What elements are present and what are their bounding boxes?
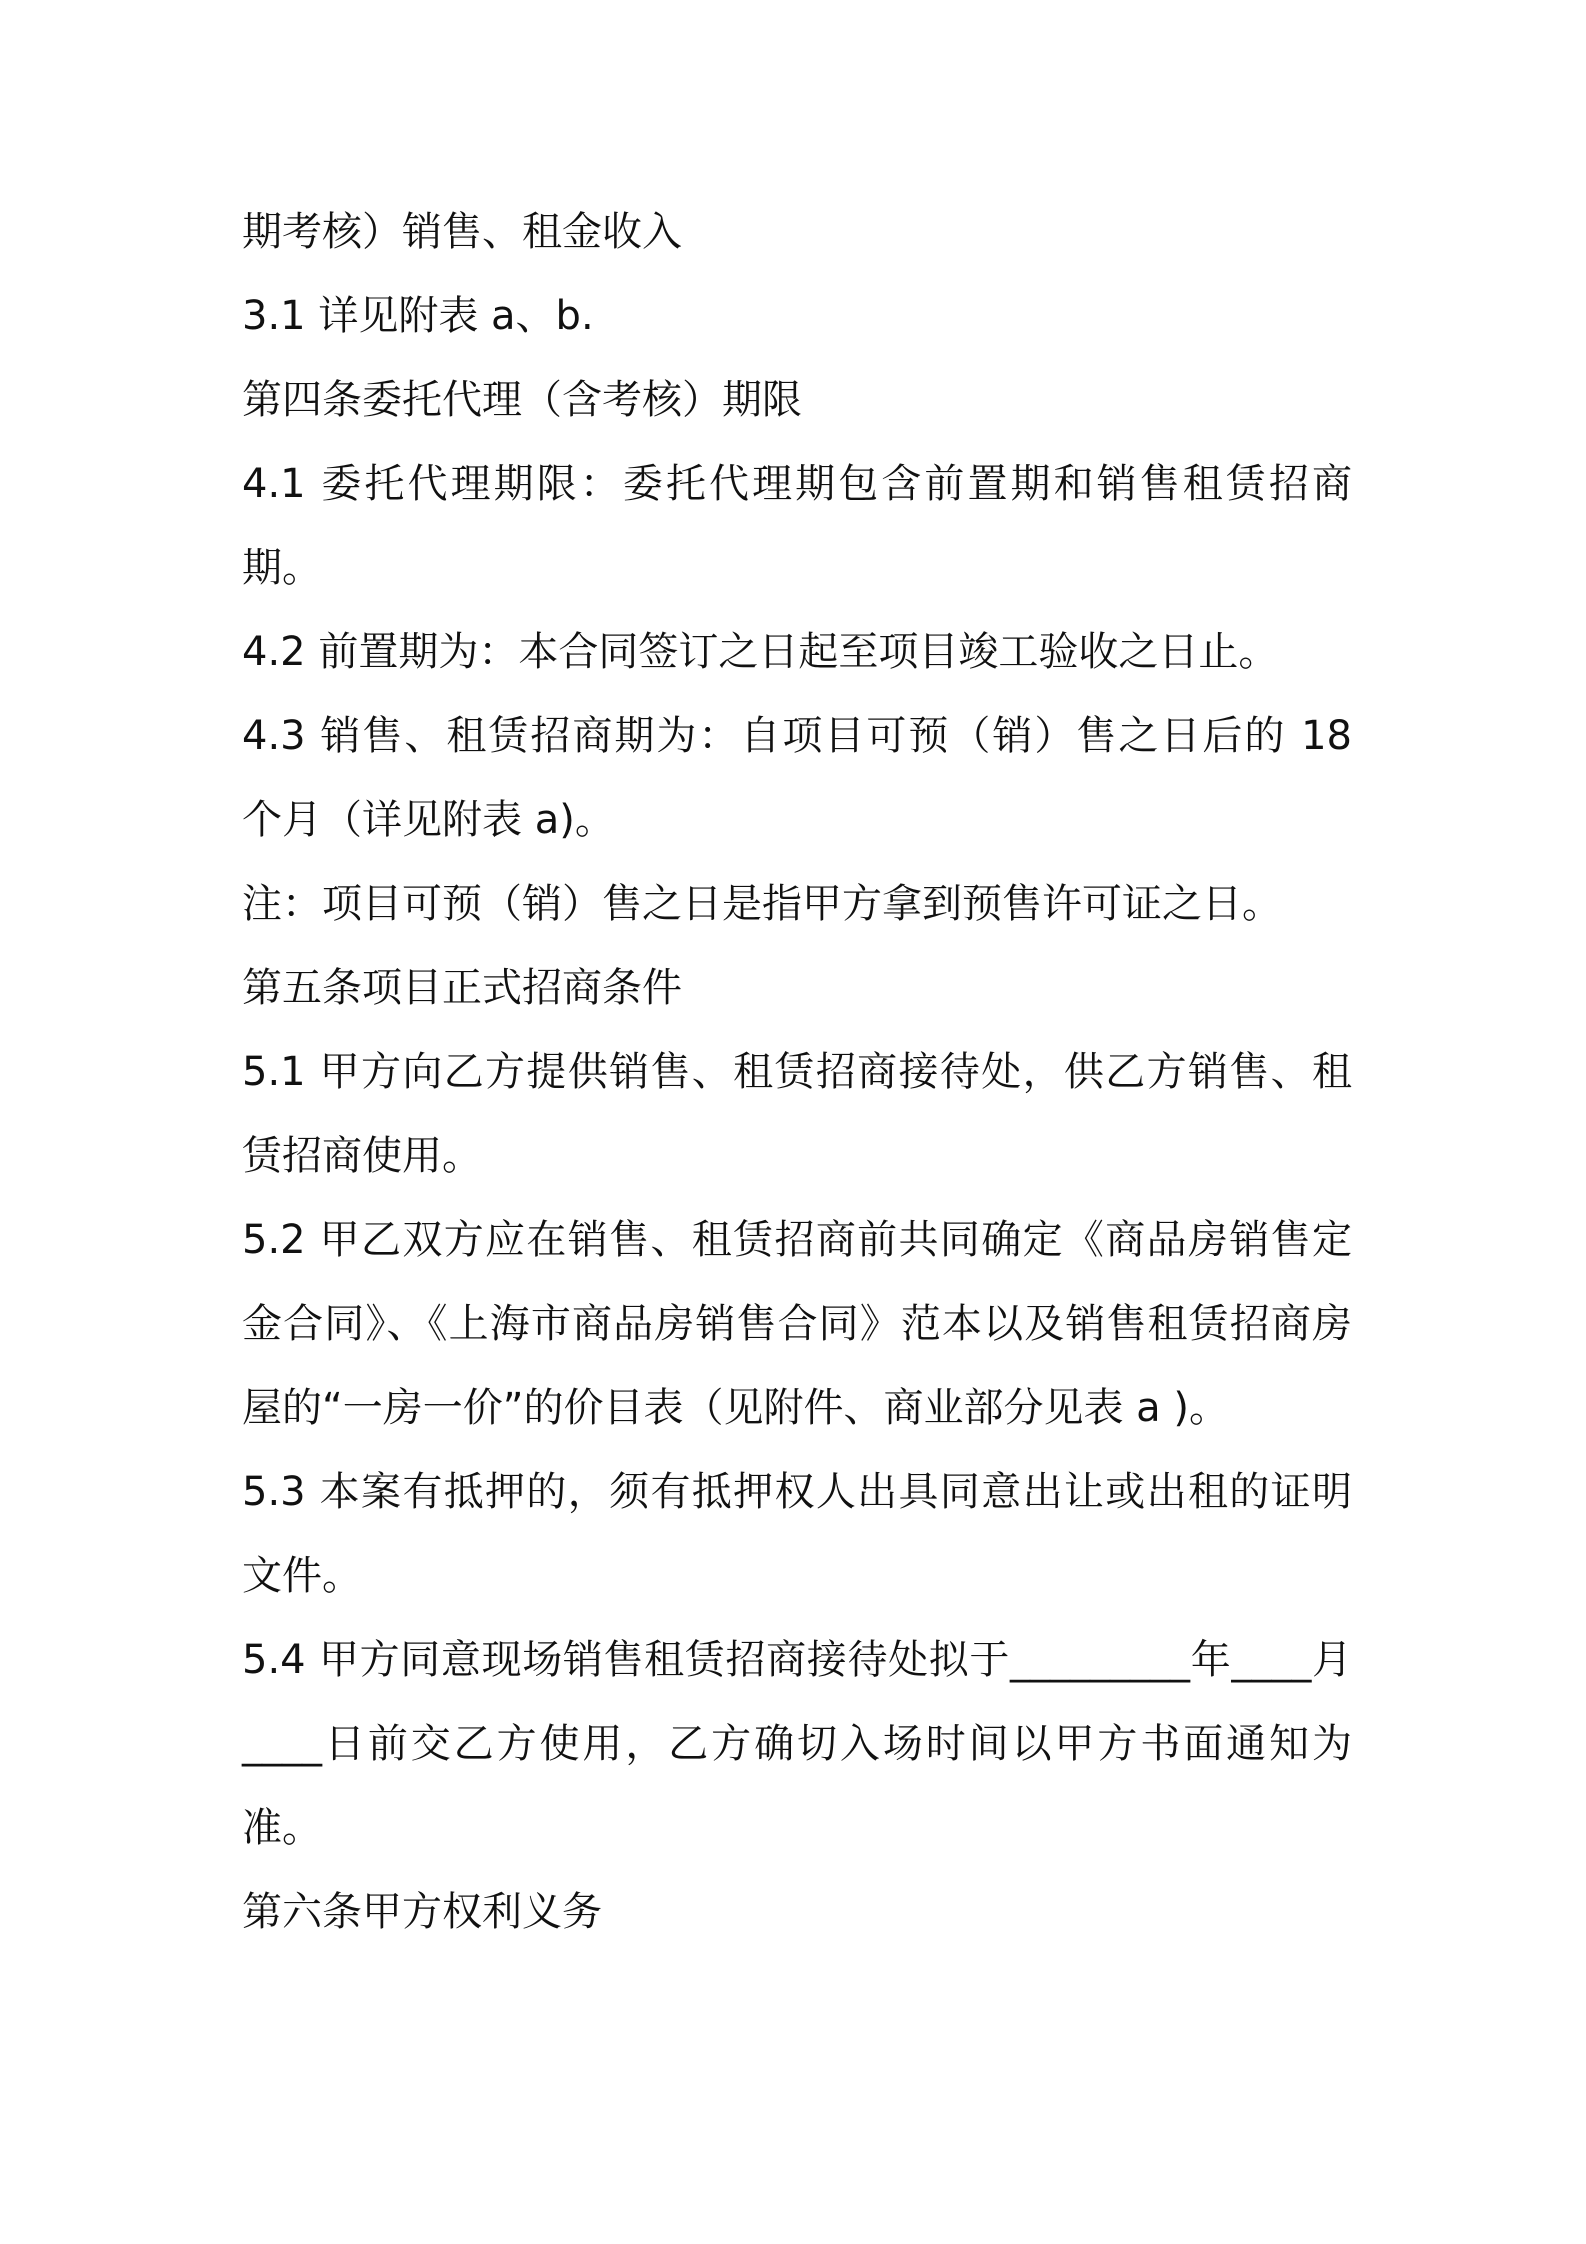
clause-5-3: 5.3 本案有抵押的，须有抵押权人出具同意出让或出租的证明文件。: [242, 1469, 1352, 1599]
clause-5-4: 5.4 甲方同意现场销售租赁招商接待处拟于_________年____月____日前交乙方使用，乙方确切入场时间以甲方书面通知为准。: [242, 1637, 1352, 1851]
clause-5-2: 5.2 甲乙双方应在销售、租赁招商前共同确定《商品房销售定金合同》、《上海市商品房销售合同》范本以及销售租赁招商房屋的“一房一价”的价目表（见附件、商业部分见表 a )。: [242, 1217, 1352, 1431]
document-body: [242, 190, 1352, 1954]
text-line-1: 期考核）销售、租金收入: [242, 209, 682, 255]
clause-5-1: 5.1 甲方向乙方提供销售、租赁招商接待处，供乙方销售、租赁招商使用。: [242, 1049, 1352, 1179]
clause-4-3: 4.3 销售、租赁招商期为：自项目可预（销）售之日后的 18 个月（详见附表 a)。: [242, 713, 1352, 843]
clause-4-2: 4.2 前置期为：本合同签订之日起至项目竣工验收之日止。: [242, 629, 1279, 675]
clause-4-1: 4.1 委托代理期限：委托代理期包含前置期和销售租赁招商期。: [242, 461, 1352, 591]
section-heading-4: 第四条委托代理（含考核）期限: [242, 377, 802, 423]
section-heading-6: 第六条甲方权利义务: [242, 1889, 602, 1935]
section-heading-5: 第五条项目正式招商条件: [242, 965, 682, 1011]
text-line-2: 3.1 详见附表 a、b.: [242, 293, 594, 339]
note-line: 注：项目可预（销）售之日是指甲方拿到预售许可证之日。: [242, 881, 1282, 927]
